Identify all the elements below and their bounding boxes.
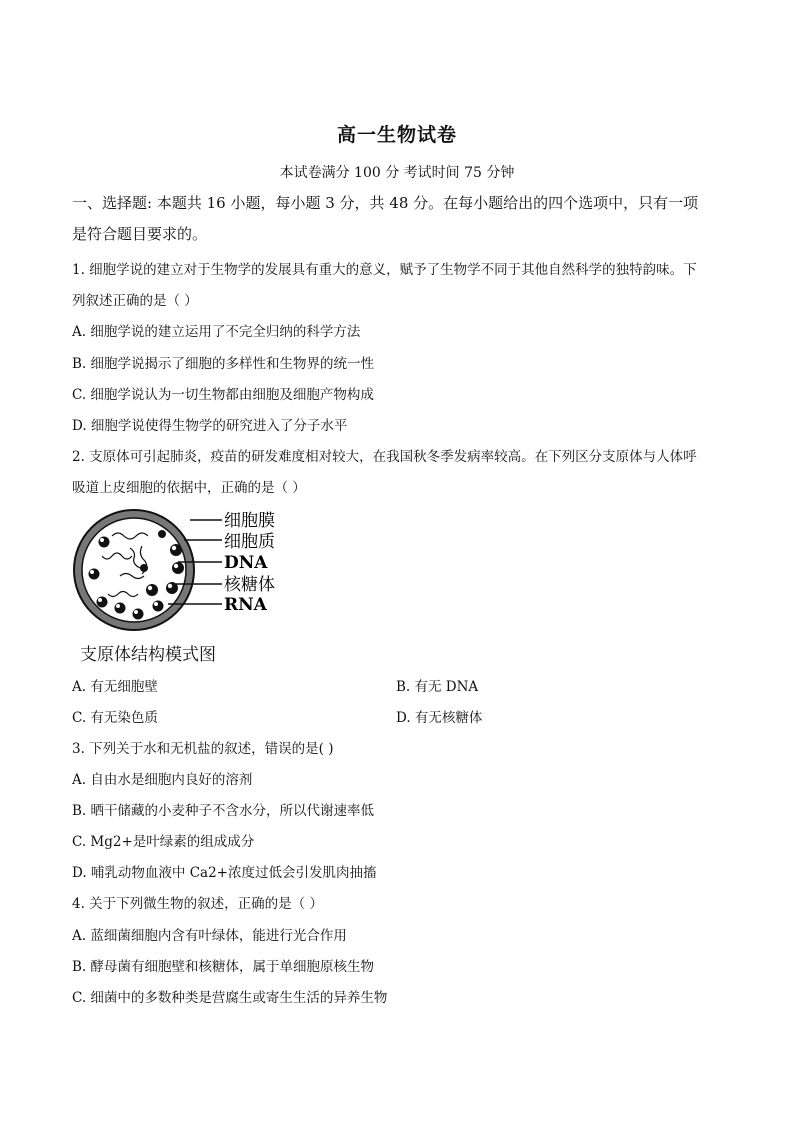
q3-option-d: D. 哺乳动物血液中 Ca2+浓度过低会引发肌肉抽搐 [72,865,377,881]
q3-stem: 3. 下列关于水和无机盐的叙述，错误的是( ) [72,741,334,757]
q3-option-a: A. 自由水是细胞内良好的溶剂 [72,772,253,788]
section-heading [72,188,724,250]
q2-option-b: B. 有无 DNA [396,679,479,695]
label-cytoplasm: 细胞质 [224,532,275,552]
page-title: 高一生物试卷 [336,124,457,146]
q1-stem-line2: 列叙述正确的是（ ） [72,293,198,309]
q2-option-d: D. 有无核糖体 [396,710,483,726]
q3-option-c: C. Mg2+是叶绿素的组成成分 [72,834,255,850]
q4-option-c: C. 细菌中的多数种类是营腐生或寄生生活的异养生物 [72,990,388,1006]
q2-stem-line2: 吸道上皮细胞的依据中，正确的是（ ） [72,480,306,496]
section-heading-line1: 一、选择题: 本题共 16 小题，每小题 3 分，共 48 分。在每小题给出的四个选项中，只有一项 [72,194,699,212]
diagram-caption: 支原体结构模式图 [80,645,216,665]
label-rna: RNA [224,595,267,615]
q1-option-b: B. 细胞学说揭示了细胞的多样性和生物界的统一性 [72,356,375,372]
mycoplasma-diagram [72,506,302,636]
label-cell-membrane: 细胞膜 [224,511,275,531]
label-dna: DNA [224,553,268,573]
label-ribosome: 核糖体 [224,575,275,595]
q4-option-a: A. 蓝细菌细胞内含有叶绿体，能进行光合作用 [72,928,347,944]
q1-option-a: A. 细胞学说的建立运用了不完全归纳的科学方法 [72,324,361,340]
q3-option-b: B. 晒干储藏的小麦种子不含水分，所以代谢速率低 [72,803,375,819]
section-heading-line2: 是符合题目要求的。 [72,225,208,243]
q2-option-a: A. 有无细胞壁 [72,679,158,695]
q4-option-b: B. 酵母菌有细胞壁和核糖体，属于单细胞原核生物 [72,959,375,975]
q2-stem-line1: 2. 支原体可引起肺炎，疫苗的研发难度相对较大，在我国秋冬季发病率较高。在下列区分支原体与人体呼 [72,449,697,465]
q4-stem: 4. 关于下列微生物的叙述，正确的是（ ） [72,896,323,912]
q1-stem-line1: 1. 细胞学说的建立对于生物学的发展具有重大的意义，赋予了生物学不同于其他自然科学的独特韵味。下 [72,262,697,278]
exam-info: 本试卷满分 100 分 考试时间 75 分钟 [279,165,515,181]
q2-option-c: C. 有无染色质 [72,710,158,726]
q1-option-c: C. 细胞学说认为一切生物都由细胞及细胞产物构成 [72,387,374,403]
q1-option-d: D. 细胞学说使得生物学的研究进入了分子水平 [72,418,348,434]
